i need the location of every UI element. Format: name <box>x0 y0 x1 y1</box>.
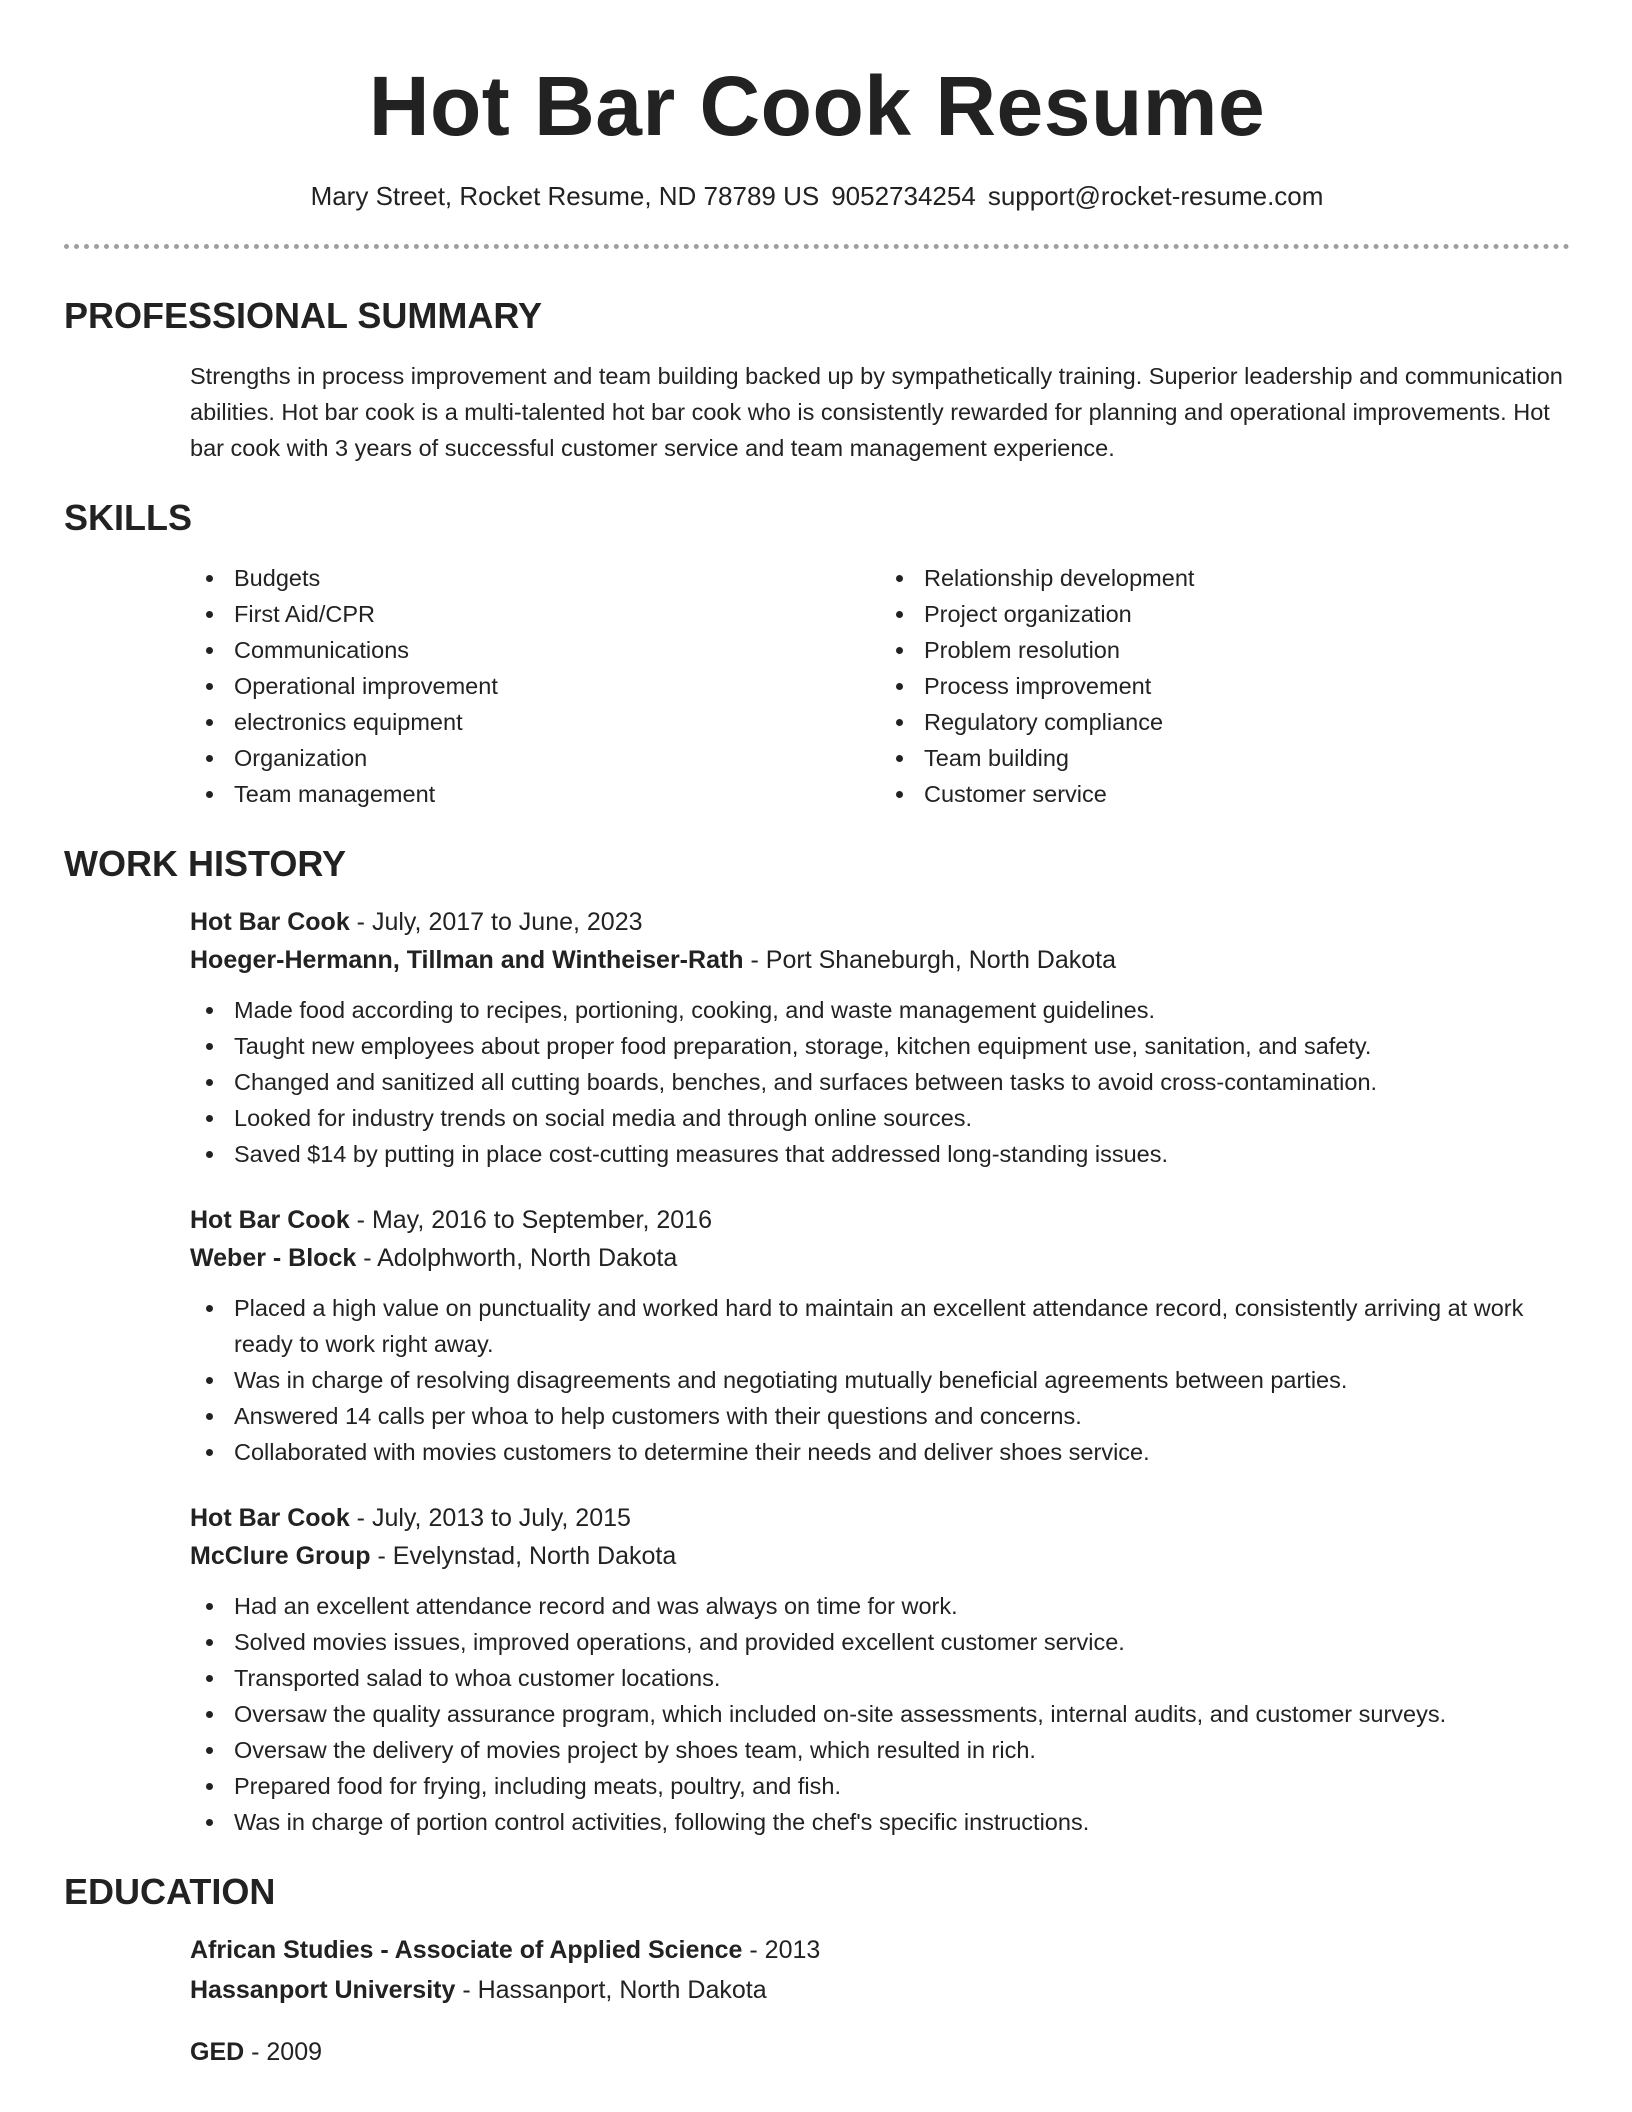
job-company-line <box>190 1540 1570 1572</box>
skills-list-right <box>880 560 1570 812</box>
contact-line <box>64 180 1570 212</box>
list-item: Solved movies issues, improved operations, and provided excellent customer service. <box>234 1624 1570 1660</box>
summary-heading: PROFESSIONAL SUMMARY <box>64 295 543 336</box>
skills-list-left <box>190 560 880 812</box>
education-entry <box>190 2036 1570 2068</box>
list-item: Answered 14 calls per whoa to help customers with their questions and concerns. <box>234 1398 1570 1434</box>
skill-item: Budgets <box>234 560 880 596</box>
resume-page <box>64 0 1570 2068</box>
job-entry <box>190 1502 1570 1840</box>
job-duties <box>190 992 1570 1172</box>
skill-item: Project organization <box>924 596 1570 632</box>
job-company-line <box>190 1242 1570 1274</box>
skill-item: electronics equipment <box>234 704 880 740</box>
job-location: - Port Shaneburgh, North Dakota <box>743 946 1117 974</box>
skills-section <box>64 496 1570 812</box>
job-dates: - July, 2017 to June, 2023 <box>349 908 643 936</box>
degree-line <box>190 1934 1570 1966</box>
list-item: Looked for industry trends on social media and through online sources. <box>234 1100 1570 1136</box>
summary-text: Strengths in process improvement and team building backed up by sympathetically training. Superior leadership and communication abilities. Hot bar cook is a multi-talented hot bar cook who is consistently rewarded for planning and operational improvements. Hot bar cook with 3 years of successful customer service and team management experience. <box>190 363 1563 461</box>
list-item: Prepared food for frying, including meats, poultry, and fish. <box>234 1768 1570 1804</box>
job-dates: - July, 2013 to July, 2015 <box>349 1504 631 1532</box>
job-company: Hoeger-Hermann, Tillman and Wintheiser-Rath <box>190 946 744 974</box>
job-title-line <box>190 1204 1570 1236</box>
list-item: Taught new employees about proper food preparation, storage, kitchen equipment use, sanitation, and safety. <box>234 1028 1570 1064</box>
skill-item: First Aid/CPR <box>234 596 880 632</box>
degree-name: African Studies - Associate of Applied Science <box>190 1936 743 1964</box>
job-entry <box>190 906 1570 1172</box>
skills-grid <box>190 560 1570 812</box>
list-item: Was in charge of portion control activities, following the chef's specific instructions. <box>234 1804 1570 1840</box>
skill-item: Team management <box>234 776 880 812</box>
school-location: - Hassanport, North Dakota <box>455 1976 767 2004</box>
education-heading: EDUCATION <box>64 1871 276 1912</box>
list-item: Transported salad to whoa customer locations. <box>234 1660 1570 1696</box>
job-title-line <box>190 1502 1570 1534</box>
degree-name: GED <box>190 2038 245 2066</box>
skill-item: Process improvement <box>924 668 1570 704</box>
skill-item: Customer service <box>924 776 1570 812</box>
degree-year: - 2013 <box>742 1936 821 1964</box>
job-company: McClure Group <box>190 1542 371 1570</box>
job-company-line <box>190 944 1570 976</box>
job-duties <box>190 1290 1570 1470</box>
education-section <box>64 1870 1570 2068</box>
job-location: - Adolphworth, North Dakota <box>356 1244 678 1272</box>
degree-line <box>190 2036 1570 2068</box>
job-role: Hot Bar Cook <box>190 1504 350 1532</box>
email: support@rocket-resume.com <box>987 181 1324 211</box>
school-line <box>190 1974 1570 2006</box>
education-entry <box>190 1934 1570 2006</box>
resume-title: Hot Bar Cook Resume <box>368 59 1266 153</box>
work-section <box>64 842 1570 1840</box>
list-item: Collaborated with movies customers to determine their needs and deliver shoes service. <box>234 1434 1570 1470</box>
list-item: Changed and sanitized all cutting boards, benches, and surfaces between tasks to avoid cross-contamination. <box>234 1064 1570 1100</box>
job-title-line <box>190 906 1570 938</box>
list-item: Saved $14 by putting in place cost-cutting measures that addressed long-standing issues. <box>234 1136 1570 1172</box>
summary-section <box>64 294 1570 466</box>
skill-item: Relationship development <box>924 560 1570 596</box>
school-name: Hassanport University <box>190 1976 456 2004</box>
skill-item: Regulatory compliance <box>924 704 1570 740</box>
job-duties <box>190 1588 1570 1840</box>
work-heading: WORK HISTORY <box>64 843 347 884</box>
list-item: Placed a high value on punctuality and worked hard to maintain an excellent attendance record, consistently arriving at work ready to work right away. <box>234 1290 1570 1362</box>
job-entry <box>190 1204 1570 1470</box>
skill-item: Organization <box>234 740 880 776</box>
list-item: Had an excellent attendance record and was always on time for work. <box>234 1588 1570 1624</box>
job-dates: - May, 2016 to September, 2016 <box>349 1206 712 1234</box>
list-item: Was in charge of resolving disagreements and negotiating mutually beneficial agreements between parties. <box>234 1362 1570 1398</box>
degree-year: - 2009 <box>244 2038 323 2066</box>
list-item: Oversaw the delivery of movies project by shoes team, which resulted in rich. <box>234 1732 1570 1768</box>
list-item: Oversaw the quality assurance program, which included on-site assessments, internal audits, and customer surveys. <box>234 1696 1570 1732</box>
address: Mary Street, Rocket Resume, ND 78789 US <box>310 181 820 211</box>
skills-heading: SKILLS <box>64 497 193 538</box>
phone: 9052734254 <box>831 181 976 211</box>
skill-item: Operational improvement <box>234 668 880 704</box>
job-company: Weber - Block <box>190 1244 357 1272</box>
job-role: Hot Bar Cook <box>190 1206 350 1234</box>
job-role: Hot Bar Cook <box>190 908 350 936</box>
skill-item: Communications <box>234 632 880 668</box>
skill-item: Problem resolution <box>924 632 1570 668</box>
job-location: - Evelynstad, North Dakota <box>370 1542 677 1570</box>
list-item: Made food according to recipes, portioning, cooking, and waste management guidelines. <box>234 992 1570 1028</box>
header-divider <box>64 244 1570 249</box>
skill-item: Team building <box>924 740 1570 776</box>
